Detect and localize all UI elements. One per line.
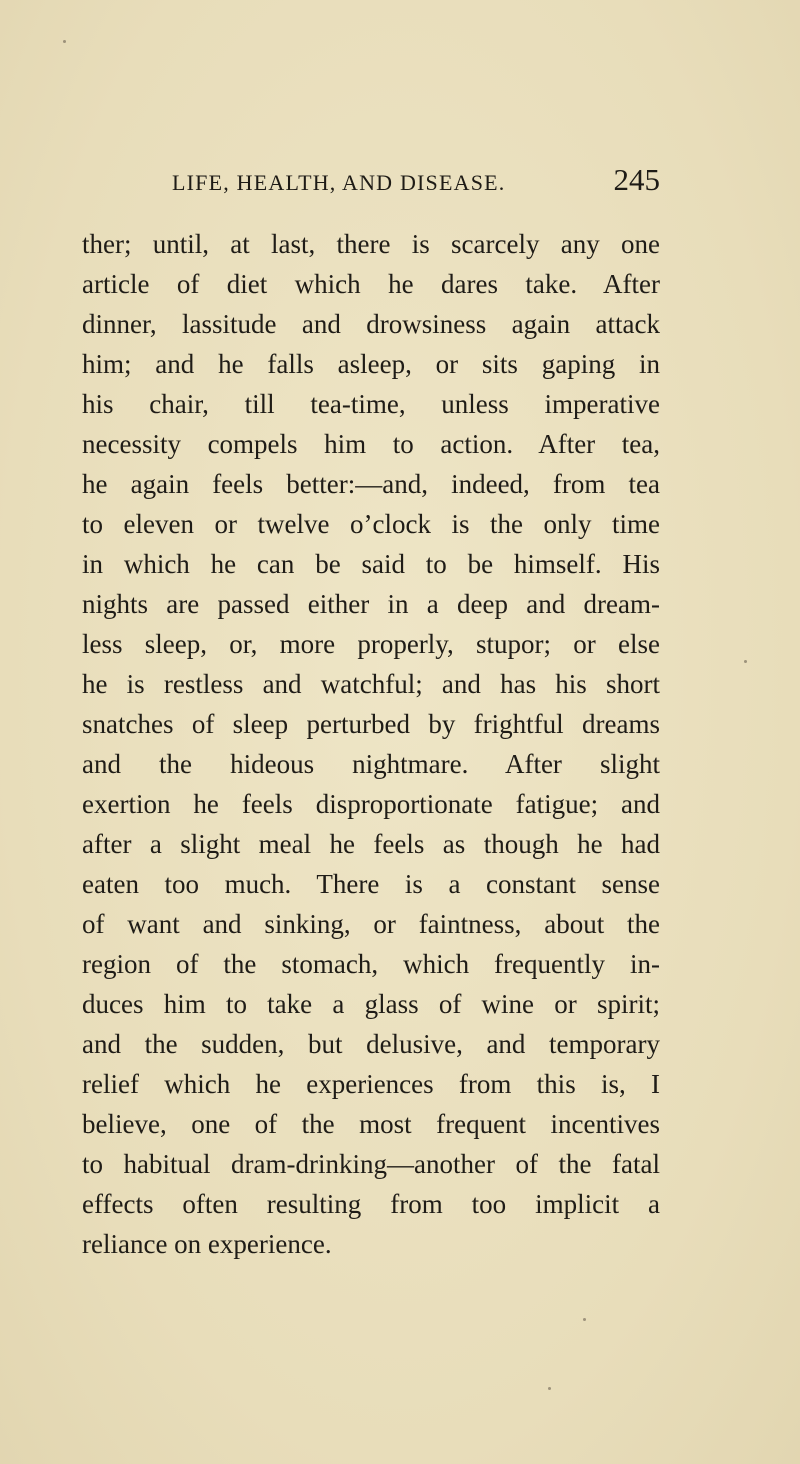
text-line: him; and he falls asleep, or sits gaping in — [82, 349, 660, 379]
text-line: dinner, lassitude and drowsiness again attack — [82, 309, 660, 339]
text-line: snatches of sleep perturbed by frightful dreams — [82, 709, 660, 739]
text-line: to eleven or twelve o’clock is the only time — [82, 509, 660, 539]
text-line: to habitual dram-drinking—another of the fatal — [82, 1149, 660, 1179]
text-line: of want and sinking, or faintness, about the — [82, 909, 660, 939]
page-number: 245 — [613, 162, 660, 197]
paper-speck — [744, 660, 747, 663]
text-line: region of the stomach, which frequently in- — [82, 949, 660, 979]
page-header — [0, 158, 800, 198]
text-line: after a slight meal he feels as though he had — [82, 829, 660, 859]
paper-speck — [583, 1318, 586, 1321]
text-line: and the hideous nightmare. After slight — [82, 749, 660, 779]
text-line: exertion he feels disproportionate fatigue; and — [82, 789, 660, 819]
text-line: nights are passed either in a deep and dream- — [82, 589, 660, 619]
text-line: and the sudden, but delusive, and temporary — [82, 1029, 660, 1059]
text-line: article of diet which he dares take. After — [82, 269, 660, 299]
text-line: effects often resulting from too implicit a — [82, 1189, 660, 1219]
text-line: his chair, till tea-time, unless imperative — [82, 389, 660, 419]
text-line: ther; until, at last, there is scarcely any one — [82, 229, 660, 259]
text-line: relief which he experiences from this is, I — [82, 1069, 660, 1099]
text-line: reliance on experience. — [82, 1229, 332, 1259]
text-line: he again feels better:—and, indeed, from tea — [82, 469, 660, 499]
text-line: believe, one of the most frequent incentives — [82, 1109, 660, 1139]
text-line: he is restless and watchful; and has his short — [82, 669, 660, 699]
text-line: duces him to take a glass of wine or spirit; — [82, 989, 660, 1019]
text-line: in which he can be said to be himself. His — [82, 549, 660, 579]
running-head: LIFE, HEALTH, AND DISEASE. — [172, 170, 506, 195]
paper-speck — [548, 1387, 551, 1390]
paper-speck — [63, 40, 66, 43]
text-line: eaten too much. There is a constant sense — [82, 869, 660, 899]
text-line: necessity compels him to action. After tea, — [82, 429, 660, 459]
text-line: less sleep, or, more properly, stupor; or else — [82, 629, 660, 659]
